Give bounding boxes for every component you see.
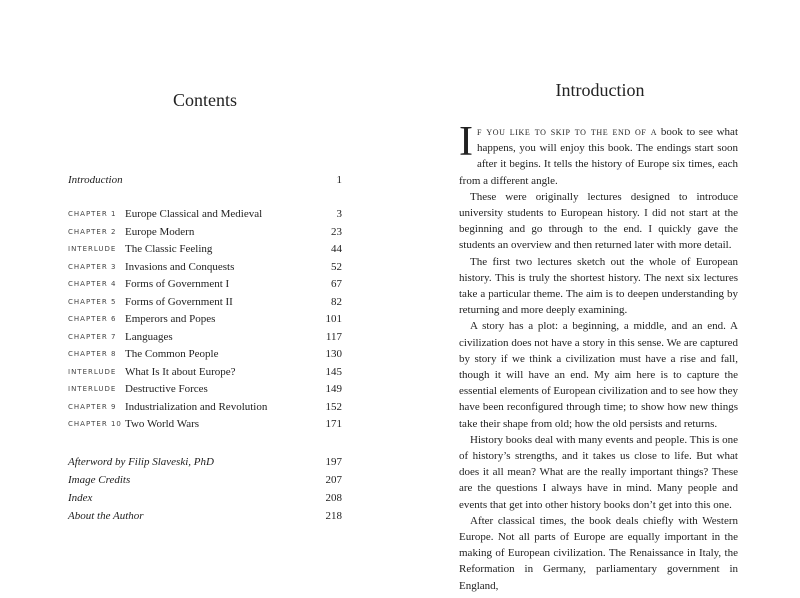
toc-entry-title: Afterword by Filip Slaveski, PhD — [68, 456, 214, 468]
toc-entry-title: About the Author — [68, 510, 144, 522]
toc-entry[interactable] — [68, 208, 342, 224]
toc-entry[interactable] — [68, 401, 342, 417]
toc-entry[interactable] — [68, 383, 342, 399]
toc-entry[interactable] — [68, 278, 342, 294]
lead-in-small-caps: f you like to skip to the end of a — [477, 126, 658, 138]
toc-entry[interactable] — [68, 226, 342, 242]
toc-entry[interactable] — [68, 366, 342, 382]
toc-entry-index[interactable] — [68, 492, 342, 508]
toc-entry-page: 145 — [325, 365, 342, 378]
toc-entry-page: 44 — [331, 243, 342, 255]
contents-title: Contents — [172, 90, 237, 110]
toc-entry-introduction[interactable] — [68, 174, 342, 190]
toc-entry-title: Emperors and Popes — [125, 313, 216, 325]
drop-cap: I — [459, 119, 473, 165]
toc-entry[interactable] — [68, 348, 342, 364]
toc-entry-label: CHAPTER 4 — [68, 280, 117, 288]
toc-entry-label: CHAPTER 8 — [68, 350, 117, 358]
toc-entry-page: 1 — [336, 174, 342, 186]
toc-entry[interactable] — [68, 261, 342, 277]
toc-entry-label: CHAPTER 7 — [68, 332, 117, 341]
toc-entry-page: 207 — [325, 474, 342, 486]
toc-entry-label: CHAPTER 5 — [68, 297, 117, 306]
toc-entry-title: Introduction — [68, 174, 123, 186]
toc-entry[interactable] — [68, 243, 342, 259]
toc-entry-page: 208 — [325, 492, 342, 504]
introduction-title: Introduction — [555, 80, 645, 100]
toc-entry-title: Industrialization and Revolution — [125, 400, 268, 413]
toc-entry-label: CHAPTER 2 — [68, 227, 117, 236]
toc-entry-label: CHAPTER 9 — [68, 402, 117, 411]
toc-entry-label: INTERLUDE — [68, 385, 117, 393]
toc-entry-title: Europe Classical and Medieval — [125, 208, 263, 220]
introduction-paragraph: History books deal with many events and people. This is one of history’s strengths, and it takes us close to life. But what does it all mean? What are the really important things? These are the questions I always have in mind. Many people and events that get into other history books don’t get into this one. — [459, 433, 738, 511]
introduction-paragraph: After classical times, the book deals chiefly with Western Europe. Not all parts of Europe are equally important in the making of European civilization. The Renaissance in Italy, the Reformation in Germany, parliamentary government in England, — [459, 514, 738, 592]
introduction-paragraph: A story has a plot: a beginning, a middle, and an end. A civilization does not have a story in this sense. We are captured by story if we think a civilization must have a rise and fall, though it will have an end. My aim here is to capture the essential elements of European civilization and to see how they have been reconfigured through time; to show how new things take their shape from old; how the old persists and returns. — [459, 320, 738, 430]
toc-entry-page: 130 — [325, 348, 342, 360]
toc-entry-page: 52 — [331, 260, 342, 273]
toc-entry-title: Image Credits — [68, 474, 131, 486]
toc-entry-title: Forms of Government I — [125, 278, 230, 290]
toc-entry-page: 152 — [325, 400, 342, 413]
toc-entry-title: The Classic Feeling — [125, 243, 213, 255]
introduction-paragraph — [459, 119, 738, 189]
toc-entry-page: 149 — [325, 383, 342, 395]
toc-entry-page: 67 — [331, 278, 342, 290]
toc-entry-page: 23 — [331, 225, 342, 238]
toc-entry-afterword[interactable] — [68, 456, 342, 472]
introduction-body — [459, 119, 738, 594]
toc-entry[interactable] — [68, 313, 342, 329]
paragraph-text: book to see what happens, you will enjoy this book. The endings start soon after it begins. It tells the history of Europe six times, each from a different angle. — [459, 126, 738, 187]
toc-entry-label: CHAPTER 10 — [68, 420, 122, 428]
toc-entry-page: 101 — [325, 313, 342, 325]
toc-entry[interactable] — [68, 296, 342, 312]
toc-entry-label: CHAPTER 3 — [68, 262, 117, 271]
toc-entry-page: 197 — [325, 456, 342, 468]
toc-entry-label: CHAPTER 1 — [68, 210, 117, 218]
toc-entry-title: Destructive Forces — [125, 383, 208, 395]
toc-entry-page: 218 — [325, 510, 342, 522]
toc-entry-title: Forms of Government II — [125, 295, 233, 308]
toc-entry-about-author[interactable] — [68, 510, 342, 526]
toc-entry-page: 82 — [331, 295, 342, 308]
toc-entry-label: CHAPTER 6 — [68, 315, 117, 323]
introduction-paragraph: The first two lectures sketch out the whole of European history. This is truly the shortest history. The next six lectures take a particular theme. The aim is to deepen understanding by returning and more deeply examining. — [459, 255, 738, 317]
toc-entry-title: What Is It about Europe? — [125, 365, 236, 378]
toc-entry[interactable] — [68, 418, 342, 434]
toc-entry-title: Europe Modern — [125, 225, 195, 238]
toc-entry-page: 3 — [336, 208, 342, 220]
toc-entry-label: INTERLUDE — [68, 367, 117, 376]
toc-entry-image-credits[interactable] — [68, 474, 342, 490]
toc-entry-page: 117 — [325, 330, 342, 343]
toc-entry-label: INTERLUDE — [68, 245, 117, 253]
toc-entry-page: 171 — [325, 418, 342, 430]
toc-entry-title: Languages — [125, 330, 173, 343]
toc-entry-title: Index — [68, 492, 93, 504]
toc-entry[interactable] — [68, 331, 342, 347]
toc-entry-title: Invasions and Conquests — [125, 260, 235, 273]
toc-entry-title: The Common People — [125, 348, 219, 360]
toc-entry-title: Two World Wars — [125, 418, 200, 430]
introduction-paragraph: These were originally lectures designed to introduce university students to European history. I did not start at the beginning and go through to the end. I quickly gave the students an overview and then returned later with more detail. — [459, 190, 738, 252]
